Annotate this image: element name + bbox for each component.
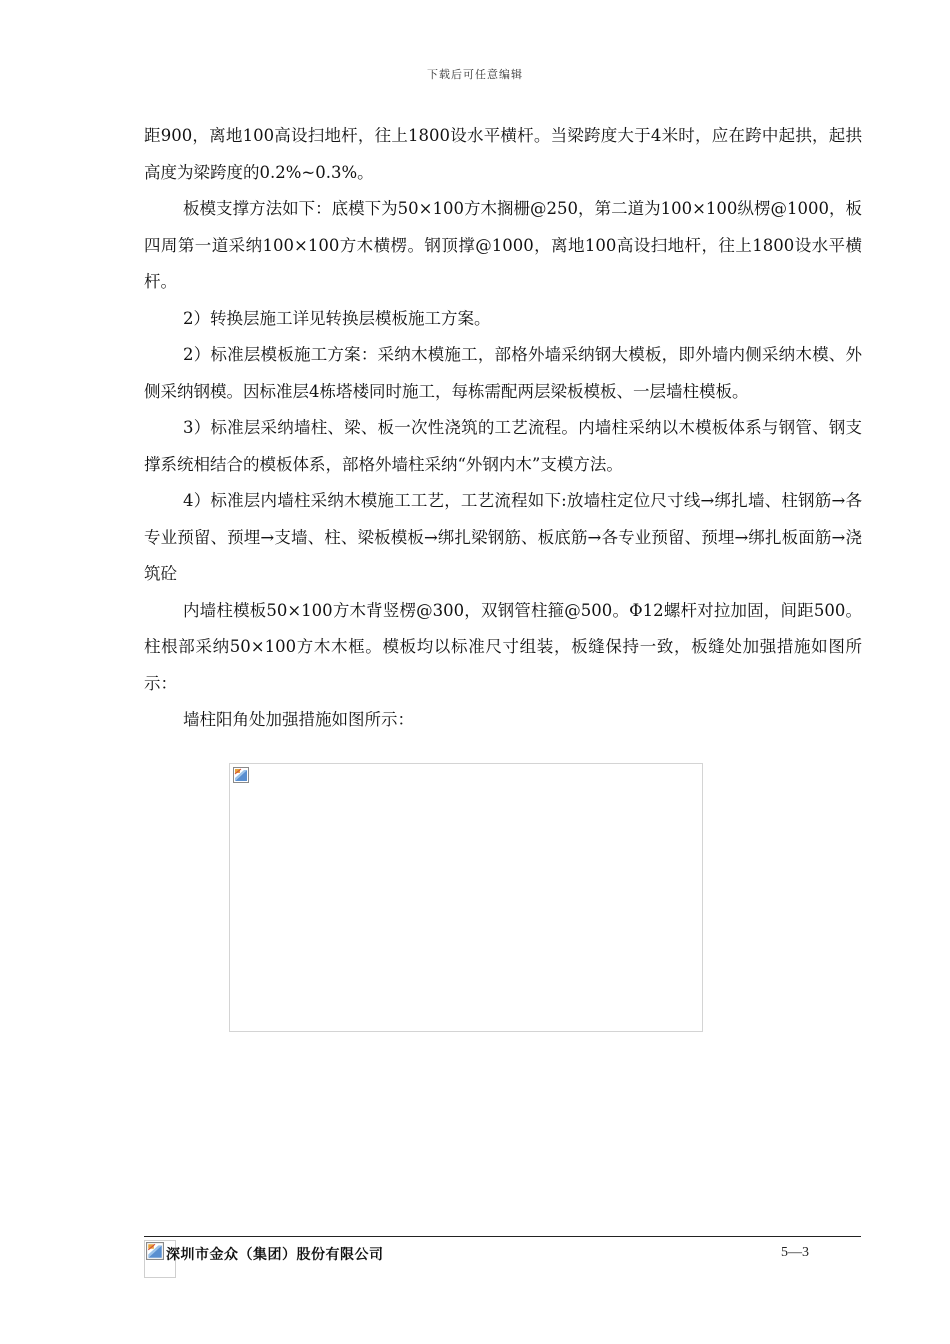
- document-body: [144, 118, 862, 739]
- paragraph-4: 2）标准层模板施工方案：采纳木模施工，部格外墙采纳钢大模板，即外墙内侧采纳木模、外侧采纳钢模。因标准层4栋塔楼同时施工，每栋需配两层梁板模板、一层墙柱模板。: [144, 345, 862, 401]
- broken-image-icon: [233, 767, 249, 783]
- figure-placeholder: [229, 763, 703, 1032]
- footer-page-number: 5—3: [781, 1245, 809, 1260]
- paragraph-7: 内墙柱模板50×100方木背竖楞@300，双钢管柱箍@500。Φ12螺杆对拉加固，间距500。柱根部采纳50×100方木木框。模板均以标准尺寸组装，板缝保持一致，板缝处加强措施如图所示：: [144, 600, 862, 693]
- paragraph-6: 4）标准层内墙柱采纳木模施工工艺，工艺流程如下:放墙柱定位尺寸线→绑扎墙、柱钢筋→各专业预留、预埋→支墙、柱、梁板模板→绑扎梁钢筋、板底筋→各专业预留、预埋→绑扎板面筋→浇筑砼: [144, 491, 862, 583]
- paragraph-2: 板模支撑方法如下：底模下为50×100方木搁栅@250，第二道为100×100纵楞@1000，板四周第一道采纳100×100方木横楞。钢顶撑@1000，离地100高设扫地杆，往上1800设水平横杆。: [144, 199, 862, 291]
- footer-divider: [144, 1236, 861, 1237]
- page-header-note: 下载后可任意编辑: [427, 68, 523, 81]
- paragraph-1: 距900，离地100高设扫地杆，往上1800设水平横杆。当梁跨度大于4米时，应在跨中起拱，起拱高度为梁跨度的0.2%~0.3%。: [144, 126, 862, 182]
- paragraph-3: 2）转换层施工详见转换层模板施工方案。: [183, 308, 491, 328]
- footer-company-name: 深圳市金众（集团）股份有限公司: [166, 1247, 384, 1263]
- paragraph-8: 墙柱阳角处加强措施如图所示：: [183, 710, 414, 729]
- paragraph-5: 3）标准层采纳墙柱、梁、板一次性浇筑的工艺流程。内墙柱采纳以木模板体系与钢管、钢支撑系统相结合的模板体系，部格外墙柱采纳“外钢内木”支模方法。: [144, 418, 862, 474]
- broken-image-icon: [146, 1242, 164, 1260]
